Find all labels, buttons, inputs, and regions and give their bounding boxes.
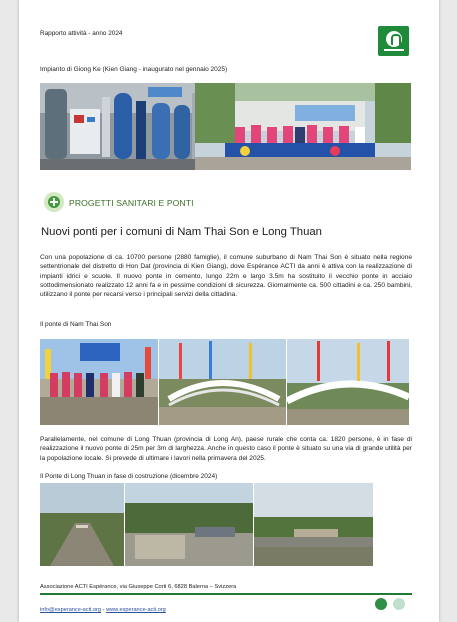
photo-caption-2: Il ponte di Nam Thai Son (40, 321, 112, 328)
photo-long-thuan-2 (125, 483, 253, 566)
acti-logo (378, 26, 409, 56)
article-title: Nuovi ponti per i comuni di Nam Thai Son e Long Thuan (41, 226, 322, 238)
report-page (19, 0, 439, 622)
footer-links (40, 598, 166, 616)
photo-inauguration (195, 83, 411, 170)
photo-long-thuan-3 (254, 483, 373, 566)
logo-emblem-icon (386, 31, 402, 47)
photo-long-thuan-1 (40, 483, 124, 566)
photo-caption-1: Impianto di Giong Ke (Kien Giang - inaugurato nel gennaio 2025) (40, 66, 228, 73)
section-title: PROGETTI SANITARI E PONTI (69, 198, 194, 208)
footer-address: Associazione ACTI Espérance, via Giuseppe Corti 6, 6828 Balerna – Svizzera (40, 584, 237, 590)
footer-logo-icon-light (393, 598, 405, 610)
footer-website-link[interactable]: www.esperance-acti.org (106, 607, 166, 613)
article-paragraph-2: Parallelamente, nel comune di Long Thuan (provincia di Long An), paese rurale che conta ca. 1820 persone, è in fase di realizzazione il nuovo ponte di 25m per 3m di larghezza. Anche in questo caso il ponte è situato su una via di grande utilità per la popolazione locale. Si prevede di ultimare i lavori nella primavera del 2025. (40, 436, 412, 462)
logo-wordmark (384, 49, 404, 51)
photo-nam-thai-son-bridge-2 (287, 339, 409, 425)
photo-water-plant (40, 83, 213, 170)
report-header: Rapporto attività - anno 2024 (40, 30, 123, 37)
article-paragraph-1: Con una popolazione di ca. 10700 persone (2880 famiglie), il comune suburbano di Nam Thai Son è situato nella regione settentrionale del distretto di Hon Dat (provincia di Kien Giang), dove Espérance ACTI da anni è attiva con la realizzazione di impianti idrici e scuole. Il nuovo ponte in cemento, lungo 22m e largo 3.5m ha sostituito il vecchio ponte in acciaio sottodimensionato realizzato 12 anni fa e in pessime condizioni di sicurezza. Giornalmente ca. 500 cittadini e ca. 250 bambini, utilizzano il ponte per recarsi verso i principali servizi della cittadina. (40, 254, 412, 299)
photo-nam-thai-son-ceremony (40, 339, 158, 425)
footer-email-link[interactable]: info@esperance-acti.org (40, 607, 102, 613)
footer-logo-icon-green (375, 598, 387, 610)
footer-separator: - (101, 607, 107, 613)
photo-caption-3: Il Ponte di Long Thuan in fase di costruzione (dicembre 2024) (40, 473, 218, 480)
plus-circle-icon (44, 192, 64, 212)
photo-nam-thai-son-bridge (159, 339, 286, 425)
footer-divider (40, 593, 412, 595)
